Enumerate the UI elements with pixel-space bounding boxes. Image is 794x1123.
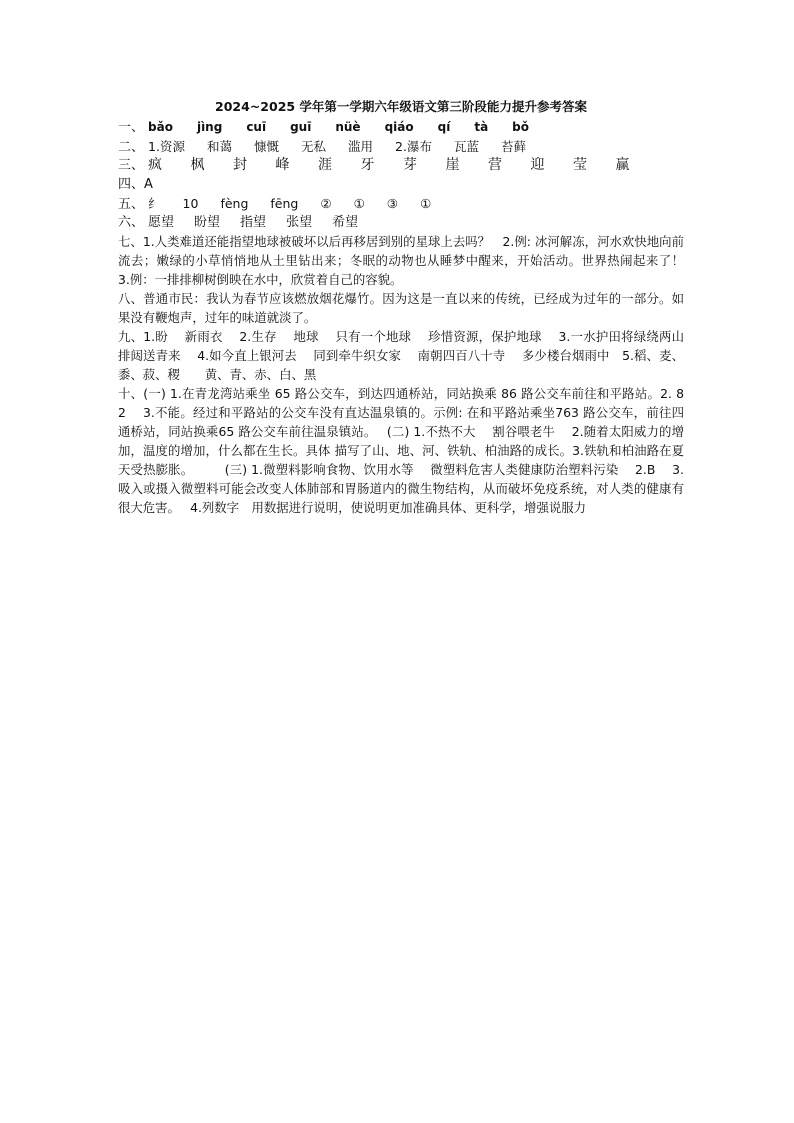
answer-paragraph-8: 八、普通市民：我认为春节应该燃放烟花爆竹。因为这是一直以来的传统，已经成为过年的一部分。如果没有鞭炮声，过年的味道就淡了。: [118, 291, 684, 325]
answer-item: 封: [233, 157, 248, 173]
row-number: 五、: [118, 197, 145, 212]
answer-paragraph-9: 九、1.盼 新雨衣 2.生存 地球 只有一个地球 珍惜资源，保护地球 3.一水护田将绿绕两山排闼送青来 4.如今直上银河去 同到牵牛织女家 南朝四百八十寺 多少楼台烟雨中 5.稻、麦、黍、菽、稷 黄、青、赤、白、黑: [118, 329, 684, 382]
answer-row-3: [118, 156, 684, 175]
answer-item: 苔藓: [500, 139, 526, 154]
answer-item: 迎: [530, 157, 546, 173]
row-number: 三、: [118, 158, 145, 173]
answer-item: 涯: [318, 157, 333, 173]
answer-row-1: [118, 118, 684, 137]
answer-item: ③: [386, 196, 398, 211]
answer-item: bǎo: [148, 120, 173, 134]
answer-row-5: [118, 194, 684, 213]
answer-item: ①: [420, 196, 432, 211]
page-title: 2024~2025 学年第一学期六年级语文第三阶段能力提升参考答案: [215, 99, 587, 114]
answer-item: bǒ: [512, 120, 530, 134]
answer-item: 牙: [360, 157, 376, 173]
answer-sheet: [118, 98, 701, 517]
answer-item: 慷慨: [253, 139, 279, 154]
answer-row-6: [118, 213, 684, 232]
answer-item: fèng: [220, 196, 249, 211]
answer-item: ②: [320, 196, 332, 211]
answer-row-2: [118, 137, 684, 156]
answer-item: fēng: [270, 196, 299, 211]
answer-item: 纟: [148, 196, 161, 211]
answer-item: 张望: [286, 215, 313, 230]
answer-item: tà: [474, 120, 489, 134]
answer-item: ①: [353, 196, 365, 211]
answer-item: 无私: [300, 139, 326, 154]
answer-item: 疯: [148, 157, 163, 173]
answer-item: 愿望: [148, 215, 175, 230]
answer-item: jìng: [196, 120, 223, 134]
answer-item: 和蔼: [206, 139, 232, 154]
answer-item: qiáo: [384, 120, 414, 134]
answer-item: nüè: [335, 120, 361, 134]
answer-item: 峰: [275, 157, 291, 173]
answer-item: 指望: [240, 215, 267, 230]
answer-text: 四、A: [118, 177, 153, 192]
row-number: 一、: [118, 120, 145, 135]
answer-item: 滥用: [348, 139, 374, 154]
answer-item: 1.资源: [148, 139, 185, 154]
row-number: 六、: [118, 215, 145, 230]
answer-item: 莹: [573, 157, 588, 173]
answer-item: qí: [437, 120, 451, 134]
answer-item: 营: [488, 157, 503, 173]
answer-paragraph-10: 十、(一) 1.在青龙湾站乘坐 65 路公交车，到达四通桥站，同站换乘 86 路公交车前往和平路站。2. 8 2 3.不能。经过和平路站的公交车没有直达温泉镇的。示例: 在和平路站乘坐763 路公交车，前往四通桥站，同站换乘65 路公交车前往温泉镇站。 (二) 1.不热不大 割谷喂老牛 2.随着太阳威力的增加，温度的增加，什么都在生长。具体 描写了山、地、河、铁轨、柏油路的成长。3.铁轨和柏油路在夏天受热膨胀。 (三) 1.微塑料影响食物、饮用水等 微塑料危害人类健康防治塑料污染 2.B 3.吸入或摄入微塑料可能会改变人体肺部和胃肠道内的微生物结构，从而破坏免疫系统，对人类的健康有很大危害。 4.列数字 用数据进行说明，使说明更加准确具体、更科学，增强说服力: [118, 386, 701, 515]
answer-item: 瓦蓝: [453, 139, 479, 154]
answer-item: 崖: [445, 157, 461, 173]
answer-row-4: [118, 175, 684, 194]
answer-item: 希望: [332, 215, 359, 230]
answer-item: 10: [182, 196, 199, 211]
answer-item: 赢: [615, 157, 631, 173]
row-number: 二、: [118, 140, 145, 155]
answer-item: 芽: [403, 157, 418, 173]
answer-paragraph-7: 七、1.人类难道还能指望地球被破坏以后再移居到别的星球上去吗？ 2.例: 冰河解冻，河水欢快地向前流去；嫩绿的小草悄悄地从土里钻出来；冬眠的动物也从睡梦中醒来，开始活动。世界热闹起来了！ 3.例：一排排柳树倒映在水中，欣赏着自己的容貌。: [118, 234, 697, 287]
answer-item: 2.瀑布: [395, 139, 432, 154]
answer-item: 盼望: [194, 215, 221, 230]
answer-item: cuī: [246, 120, 267, 134]
answer-item: 枫: [190, 157, 206, 173]
answer-item: guī: [290, 120, 312, 134]
